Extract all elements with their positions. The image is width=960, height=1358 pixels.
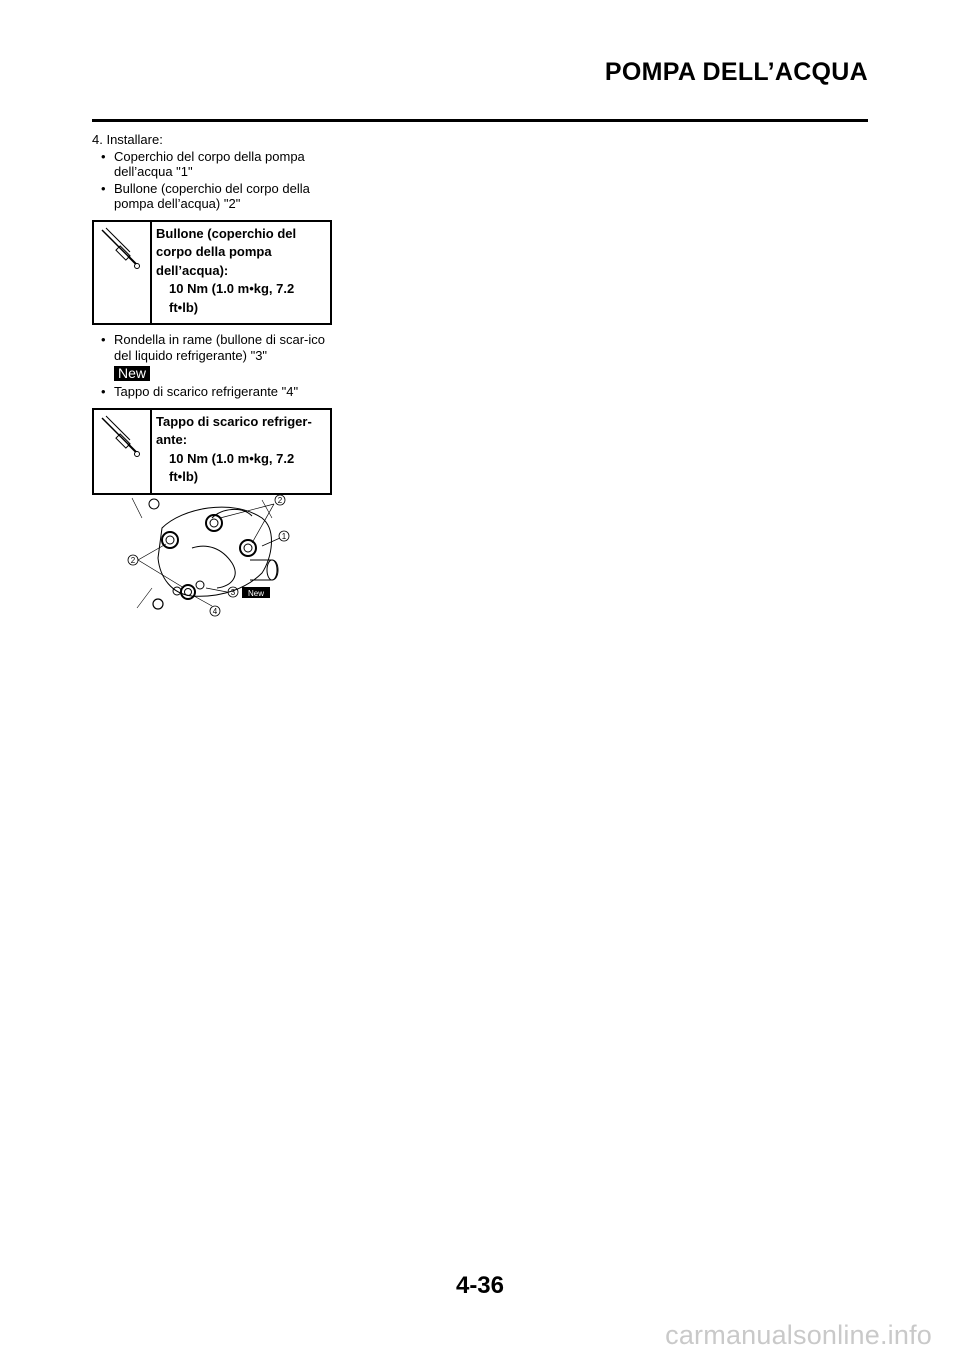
bullet-mark: • (101, 180, 106, 196)
new-part-badge: New (247, 589, 265, 598)
callout-2: 2 (277, 496, 283, 505)
torque-spec-box (92, 220, 332, 326)
list-item (92, 149, 332, 180)
list-item-text: Bullone (coperchio del corpo della pompa dell’acqua) "2" (114, 180, 310, 211)
content-column (92, 132, 332, 502)
list-item (92, 384, 332, 400)
callout-4: 4 (212, 607, 218, 616)
watermark: carmanualsonline.info (665, 1320, 932, 1350)
torque-spec-label: Bullone (coperchio del corpo della pompa dell’acqua): (156, 225, 297, 278)
header-divider (92, 119, 868, 122)
step-label: 4. Installare: (92, 132, 163, 147)
torque-spec-box (92, 408, 332, 495)
torque-wrench-icon (94, 410, 152, 493)
callout-2: 2 (130, 556, 136, 565)
list-item-text: Coperchio del corpo della pompa dell’acqua "1" (114, 148, 305, 179)
list-item (92, 332, 332, 363)
list-item (92, 181, 332, 212)
page-title: POMPA DELL’ACQUA (604, 58, 868, 86)
page-number: 4-36 (455, 1272, 505, 1299)
torque-spec-value: 10 Nm (1.0 m•kg, 7.2 ft•lb) (169, 281, 295, 315)
water-pump-cover-illustration (122, 488, 302, 628)
bullet-mark: • (101, 148, 106, 164)
list-item-text: Rondella in rame (bullone di scar-ico del liquido refrigerante) "3" (114, 332, 325, 363)
bullet-mark: • (101, 384, 106, 399)
callout-3: 3 (230, 588, 236, 597)
torque-wrench-icon (94, 222, 152, 324)
torque-spec-label: Tappo di scarico refriger-ante: (156, 413, 312, 447)
bullet-mark: • (101, 332, 106, 347)
torque-spec-value: 10 Nm (1.0 m•kg, 7.2 ft•lb) (169, 450, 295, 484)
list-item-text: Tappo di scarico refrigerante "4" (114, 384, 299, 399)
callout-1: 1 (281, 532, 287, 541)
new-part-badge: New (114, 366, 150, 381)
